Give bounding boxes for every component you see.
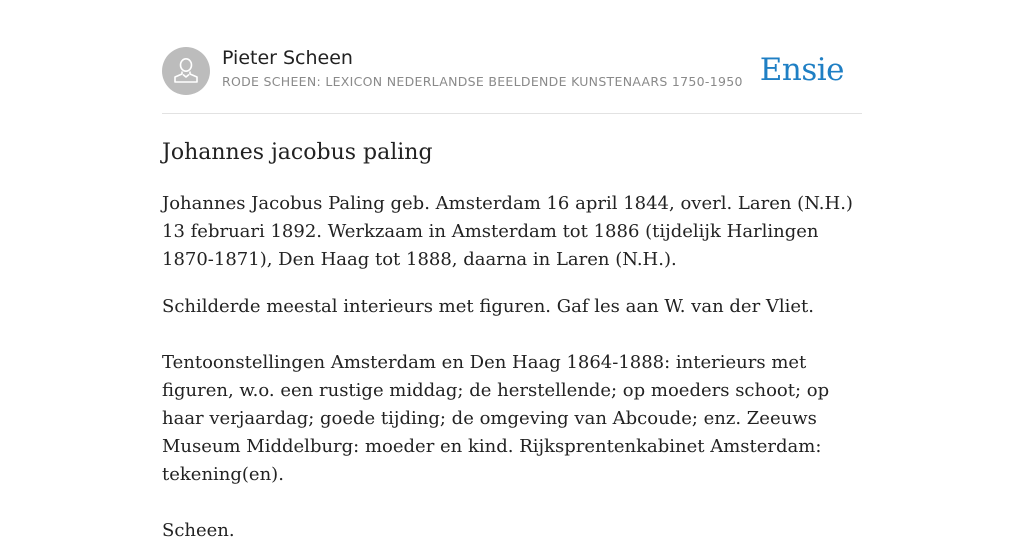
user-silhouette-icon <box>162 47 210 95</box>
article-paragraph: Scheen. <box>162 520 235 541</box>
article-body <box>162 190 864 545</box>
ensie-logo[interactable]: Ensie <box>759 52 844 88</box>
article-paragraph: Johannes Jacobus Paling geb. Amsterdam 16 april 1844, overl. Laren (N.H.) 13 februari 1892. Werkzaam in Amsterdam tot 1886 (tijdelijk Harlingen 1870-1871), Den Haag tot 1888, daarna in Laren (N.H.). <box>162 193 853 270</box>
article-title: Johannes jacobus paling <box>162 140 433 165</box>
header-divider <box>162 113 862 114</box>
article-header <box>162 46 862 96</box>
source-title[interactable]: RODE SCHEEN: LEXICON NEDERLANDSE BEELDENDE KUNSTENAARS 1750-1950 <box>222 74 743 89</box>
article-paragraph: Schilderde meestal interieurs met figuren. Gaf les aan W. van der Vliet. <box>162 296 815 317</box>
author-name[interactable]: Pieter Scheen <box>222 47 353 69</box>
article-paragraph: Tentoonstellingen Amsterdam en Den Haag 1864-1888: interieurs met figuren, w.o. een rustige middag; de herstellende; op moeders schoot; op haar verjaardag; goede tijding; de omgeving van Abcoude; enz. Zeeuws Museum Middelburg: moeder en kind. Rijksprentenkabinet Amsterdam: tekening(en). <box>162 352 830 485</box>
author-avatar[interactable] <box>162 47 210 95</box>
